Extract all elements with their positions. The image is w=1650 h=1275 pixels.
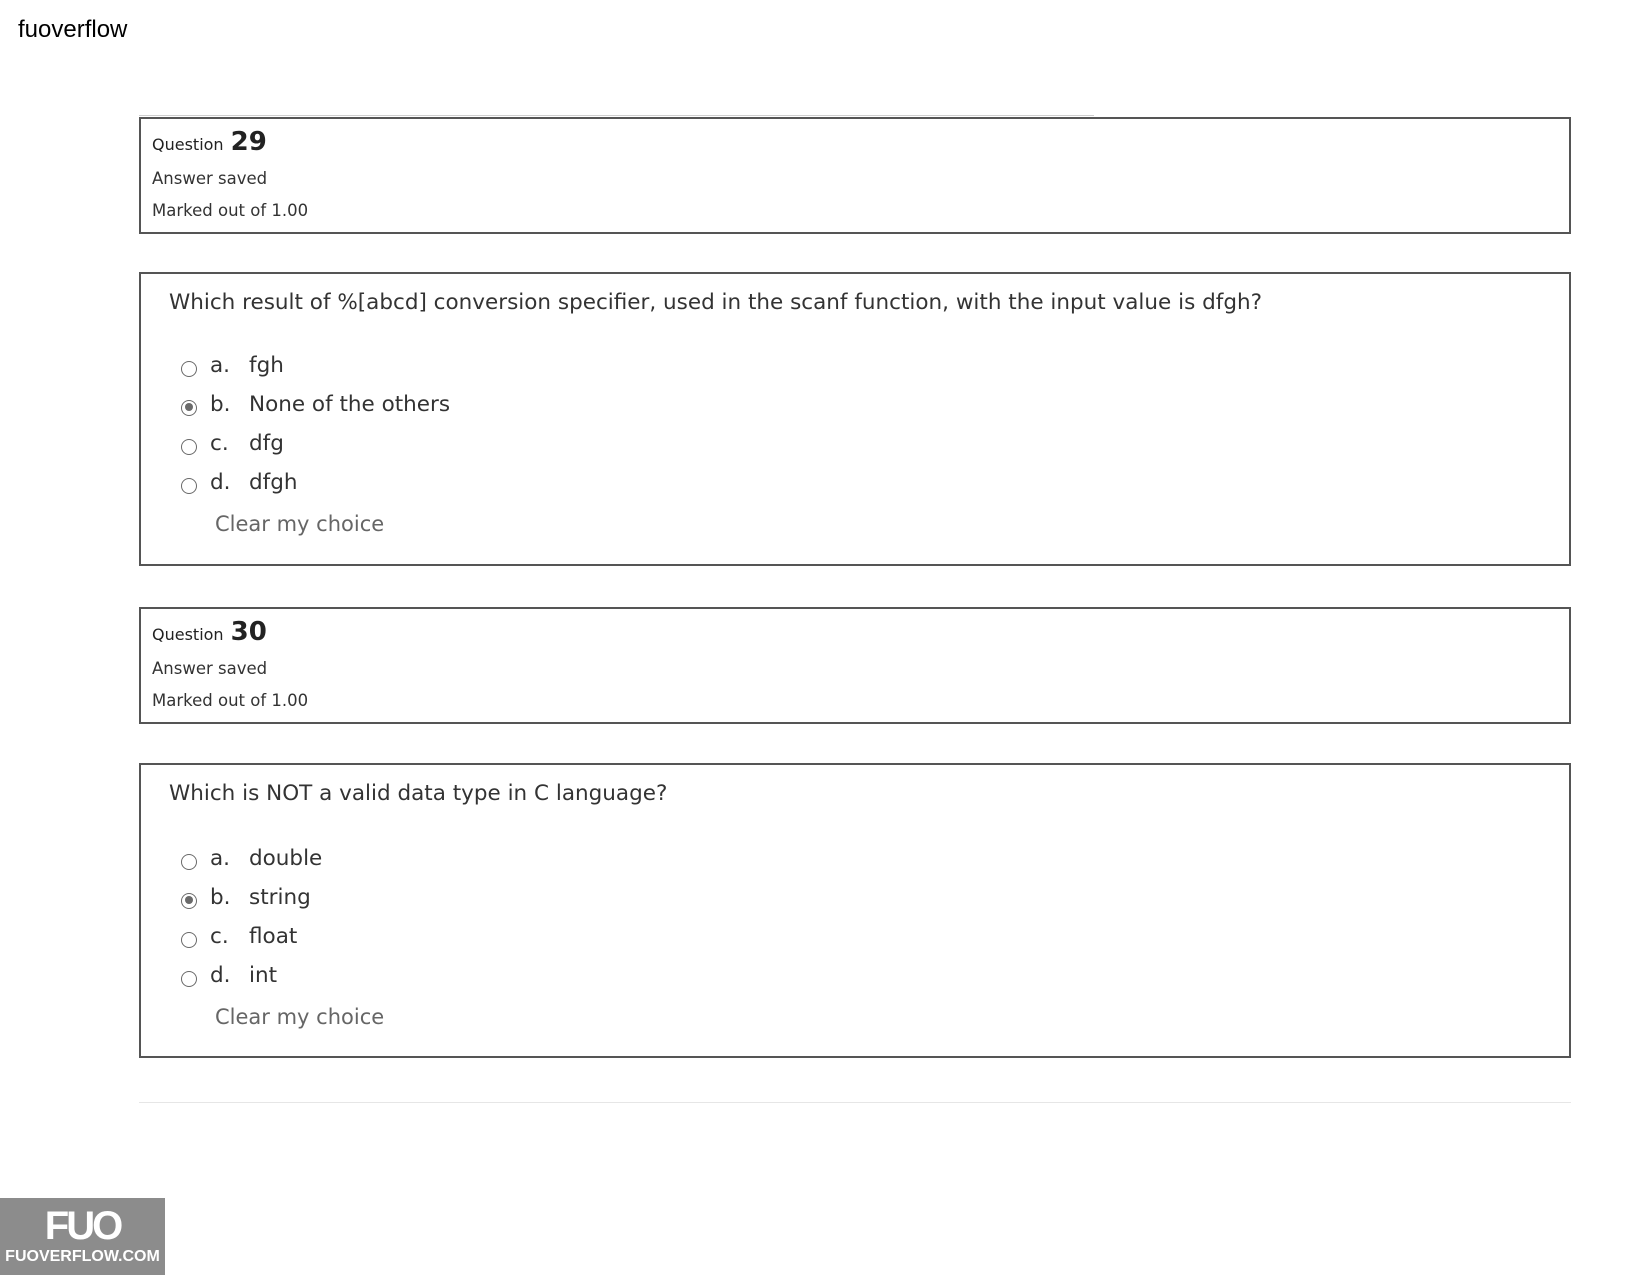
radio-button[interactable] [181,854,197,870]
option-letter: b. [210,885,231,910]
radio-button[interactable] [181,439,197,455]
question-number-line [152,127,267,157]
option-a[interactable] [181,346,450,385]
option-b[interactable] [181,878,322,917]
option-letter: b. [210,392,231,417]
radio-button-selected[interactable] [181,400,197,416]
clear-choice-link[interactable]: Clear my choice [215,512,385,536]
option-d[interactable] [181,956,322,995]
watermark-logo [0,1198,165,1275]
option-text: fgh [249,353,284,378]
option-text: dfg [249,431,284,456]
question-state: Answer saved [152,169,268,188]
option-b[interactable] [181,385,450,424]
option-text: None of the others [249,392,451,417]
question-number: 29 [230,127,267,157]
option-text: string [249,885,311,910]
info-top-edge-cover [139,110,1094,114]
question-label: Question [152,625,224,644]
option-text: int [249,963,278,988]
radio-button[interactable] [181,971,197,987]
option-letter: d. [210,470,231,495]
question-content-30 [139,763,1571,1058]
option-text: dfgh [249,470,298,495]
option-d[interactable] [181,463,450,502]
option-letter: c. [210,924,229,949]
clear-choice-link[interactable]: Clear my choice [215,1005,385,1029]
question-text: Which is NOT a valid data type in C language? [169,781,668,806]
question-grade: Marked out of 1.00 [152,691,309,710]
radio-button[interactable] [181,361,197,377]
question-state: Answer saved [152,659,268,678]
answer-options [181,839,322,995]
answer-options [181,346,450,502]
bottom-divider [139,1102,1571,1103]
radio-button-selected[interactable] [181,893,197,909]
watermark-logo-mark: FUO [44,1204,121,1248]
question-label: Question [152,135,224,154]
question-grade: Marked out of 1.00 [152,201,309,220]
question-number-line [152,617,267,647]
option-letter: a. [210,846,231,871]
radio-button[interactable] [181,478,197,494]
question-info-29 [139,117,1571,234]
site-title: fuoverflow [18,16,128,43]
question-info-30 [139,607,1571,724]
option-a[interactable] [181,839,322,878]
question-number: 30 [230,617,267,647]
option-text: float [249,924,298,949]
option-letter: a. [210,353,231,378]
watermark-url: FUOVERFLOW.COM [5,1248,160,1265]
radio-button[interactable] [181,932,197,948]
option-text: double [249,846,323,871]
option-letter: c. [210,431,229,456]
option-letter: d. [210,963,231,988]
option-c[interactable] [181,917,322,956]
question-content-29 [139,272,1571,566]
question-text: Which result of %[abcd] conversion specifier, used in the scanf function, with the input value is dfgh? [169,290,1263,315]
option-c[interactable] [181,424,450,463]
info-top-thin-rule [139,115,1094,116]
